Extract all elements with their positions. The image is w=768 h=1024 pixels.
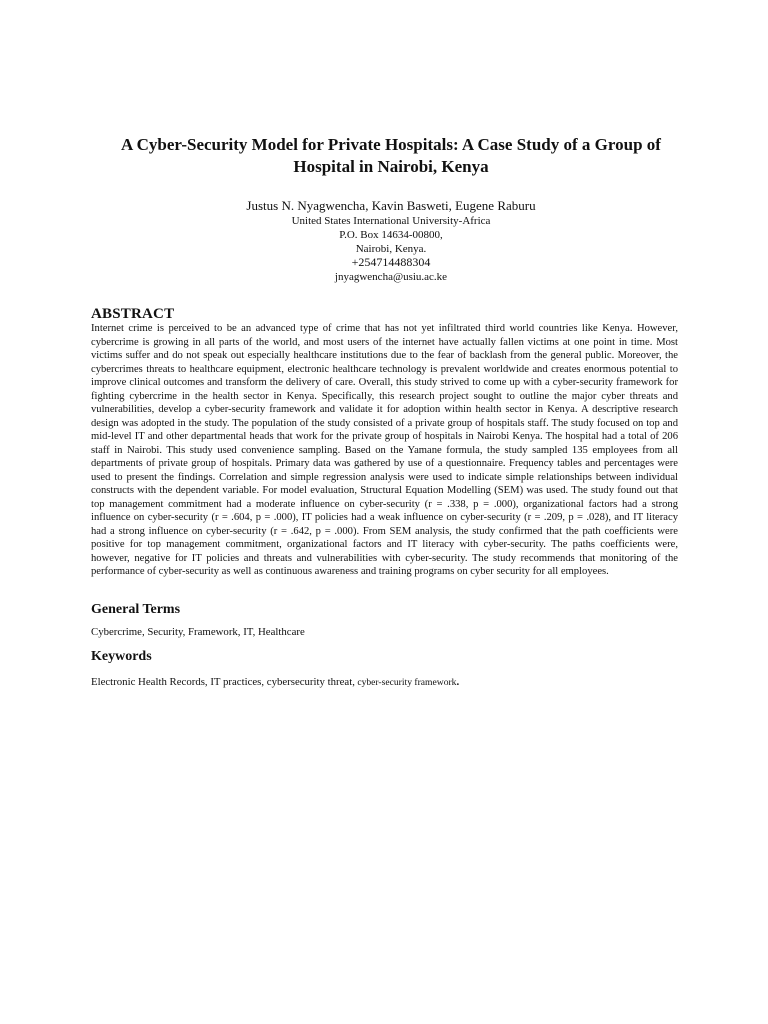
general-terms-text: Cybercrime, Security, Framework, IT, Healthcare [91, 626, 305, 638]
affiliation-phone: +254714488304 [351, 255, 431, 269]
keywords-heading: Keywords [91, 649, 152, 664]
affiliation-institution: United States International University-Africa [291, 215, 491, 227]
abstract-text: Internet crime is perceived to be an advanced type of crime that has not yet infiltrated third world countries like Kenya. However, cybercrime is growing in all parts of the world, and most users of the internet have actually fallen victims at one point in time. Most victims suffer and do not speak out especially healthcare institutions due to the fear of backlash from the general public. Moreover, the cybercrimes threats to healthcare equipment, electronic healthcare technology is prevalent worldwide and creates enormous potential to improve clinical outcomes and transform the delivery of care. Overall, this study strived to come up with a cyber-security framework for fighting cybercrime in the health sector in Kenya. Specifically, this research project sought to outline the major cyber threats and vulnerabilities, develop a cyber-security framework and validate it for adoption within health sector in Kenya. A descriptive research design was adopted in the study. The population of the study consisted of a private group of hospitals staff. The study focused on top and mid-level IT and other departmental heads that work for the private group of hospitals in Nairobi Kenya. The hospital had a total of 206 staff in Nairobi. This study used convenience sampling. Based on the Yamane formula, the study sampled 135 employees from all departments of private group of hospitals. Primary data was gathered by use of a questionnaire. Frequency tables and percentages were used to present the findings. Correlation and simple regression analysis were used to indicate simple relationships between individual constructs with the dependent variable. For model evaluation, Structural Equation Modelling (SEM) was used. The study found out that top management commitment had a moderate influence on cyber-security (r = .338, p = .000), organizational factors had a strong influence on cyber-security (r = .604, p = .000), IT policies had a weak influence on cyber-security (r = .209, p = .028), and IT literacy had a strong influence on cyber-security (r = .642, p = .000). From SEM analysis, the study confirmed that the path coefficients were positive for top management commitment, organizational factors and IT literacy with cyber-security. The paths coefficients were, however, negative for IT policies and threats and vulnerabilities with cyber-security. The study recommends that monitoring of the performance of cyber-security as well as continuous awareness and training programs on cyber security for all employees. [91, 323, 678, 577]
author-email: jnyagwencha@usiu.ac.ke [334, 271, 448, 283]
keywords-period: . [456, 676, 460, 688]
general-terms-heading: General Terms [91, 602, 181, 617]
keywords-small: cyber-security framework [354, 677, 457, 688]
paper-title: A Cyber-Security Model for Private Hospitals: A Case Study of a Group of Hospital in Nairobi, Kenya [121, 135, 661, 176]
keywords-main: Electronic Health Records, IT practices, cybersecurity threat, [91, 676, 355, 688]
author-list: Justus N. Nyagwencha, Kavin Basweti, Eugene Raburu [246, 198, 536, 213]
abstract-heading: ABSTRACT [91, 306, 175, 322]
keywords-text [91, 676, 459, 689]
affiliation-po-box: P.O. Box 14634-00800, [339, 229, 443, 241]
affiliation-city: Nairobi, Kenya. [355, 243, 427, 255]
